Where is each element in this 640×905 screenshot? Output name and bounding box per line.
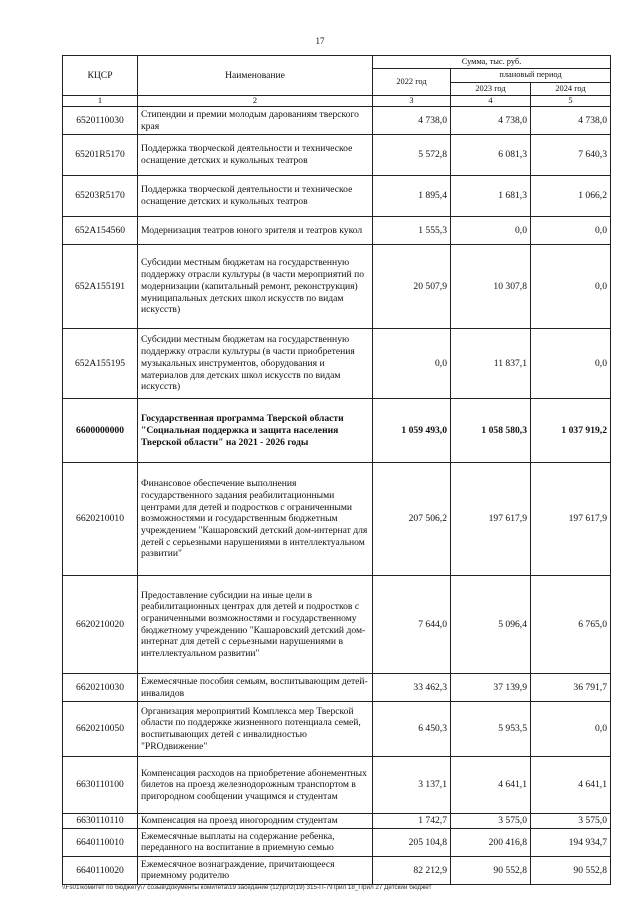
row-value-2022: 1 895,4 — [373, 176, 451, 217]
row-value-2024: 194 934,7 — [531, 828, 611, 856]
table-row — [63, 814, 611, 829]
row-code: 6620210010 — [63, 463, 138, 576]
row-name: Предоставление субсидии на иные цели в реабилитационных центрах для детей и подростков с ограниченными возможностями и государственному бюджетному учреждению "Кашаровский детский дом-интернат для детей с серьезными нарушениями в интеллектуальном развитии" — [138, 576, 373, 674]
row-value-2022: 33 462,3 — [373, 674, 451, 702]
row-code: 6620210030 — [63, 674, 138, 702]
table-row — [63, 757, 611, 814]
row-name: Организация мероприятий Комплекса мер Тверской области по поддержке жизненного потенциала семей, воспитывающих детей с инвалидностью "PROдвижение" — [138, 702, 373, 757]
row-code: 6640110020 — [63, 856, 138, 884]
row-value-2024: 4 641,1 — [531, 757, 611, 814]
row-name: Поддержка творческой деятельности и техническое оснащение детских и кукольных театров — [138, 176, 373, 217]
row-value-2023: 5 096,4 — [451, 576, 531, 674]
row-value-2022: 1 742,7 — [373, 814, 451, 829]
header-year-2022: 2022 год — [373, 69, 451, 96]
row-value-2024: 197 617,9 — [531, 463, 611, 576]
table-row — [63, 856, 611, 884]
table-row — [63, 329, 611, 399]
row-code: 6600000000 — [63, 399, 138, 463]
row-name: Государственная программа Тверской области "Социальная поддержка и защита населения Тверской области" на 2021 - 2026 годы — [138, 399, 373, 463]
footer-file-path: \\Fs01\комитет по бюджету\7 созыв\Документы комитета\19 заседание (12)\pr\z(19) 315-П-7\Прил 18_Прил 27 Детский бюджет — [62, 884, 432, 891]
header-name: Наименование — [138, 56, 373, 96]
row-code: 652A154560 — [63, 217, 138, 245]
row-value-2023: 11 837,1 — [451, 329, 531, 399]
row-value-2024: 4 738,0 — [531, 107, 611, 135]
header-code: КЦСР — [63, 56, 138, 96]
row-value-2022: 205 104,8 — [373, 828, 451, 856]
row-value-2024: 7 640,3 — [531, 135, 611, 176]
row-value-2022: 82 212,9 — [373, 856, 451, 884]
row-name: Ежемесячные выплаты на содержание ребенка, переданного на воспитание в приемную семью — [138, 828, 373, 856]
table-body — [63, 107, 611, 885]
row-name: Финансовое обеспечение выполнения государственного задания реабилитационными центрами для детей и подростков с ограниченными возможностями и государственным бюджетным учреждением "Кашаровский детский дом-интернат для детей с серьезными нарушениями в интеллектуальном развитии" — [138, 463, 373, 576]
table-row — [63, 463, 611, 576]
row-value-2022: 207 506,2 — [373, 463, 451, 576]
row-value-2023: 6 081,3 — [451, 135, 531, 176]
column-number: 1 — [63, 95, 138, 106]
row-value-2023: 90 552,8 — [451, 856, 531, 884]
row-name: Субсидии местным бюджетам на государственную поддержку отрасли культуры (в части мероприятий по модернизации (капитальный ремонт, реконструкция) муниципальных детских школ искусств по видам искусств) — [138, 245, 373, 329]
column-number: 5 — [531, 95, 611, 106]
row-name: Стипендии и премии молодым дарованиям тверского края — [138, 107, 373, 135]
row-code: 652A155195 — [63, 329, 138, 399]
table-row — [63, 135, 611, 176]
row-value-2023: 3 575,0 — [451, 814, 531, 829]
row-name: Ежемесячные пособия семьям, воспитывающим детей-инвалидов — [138, 674, 373, 702]
row-value-2024: 1 066,2 — [531, 176, 611, 217]
row-value-2024: 36 791,7 — [531, 674, 611, 702]
row-value-2022: 6 450,3 — [373, 702, 451, 757]
row-code: 65203R5170 — [63, 176, 138, 217]
row-value-2024: 0,0 — [531, 329, 611, 399]
column-number: 2 — [138, 95, 373, 106]
row-value-2024: 1 037 919,2 — [531, 399, 611, 463]
row-value-2023: 1 681,3 — [451, 176, 531, 217]
header-amount: Сумма, тыс. руб. — [373, 56, 611, 69]
row-value-2022: 5 572,8 — [373, 135, 451, 176]
row-value-2024: 0,0 — [531, 702, 611, 757]
row-code: 6620210050 — [63, 702, 138, 757]
row-name: Компенсация расходов на приобретение абонементных билетов на проезд железнодорожным транспортом в пригородном сообщении учащимся и студентам — [138, 757, 373, 814]
row-name: Компенсация на проезд иногородним студентам — [138, 814, 373, 829]
row-value-2023: 1 058 580,3 — [451, 399, 531, 463]
row-value-2024: 90 552,8 — [531, 856, 611, 884]
row-value-2022: 4 738,0 — [373, 107, 451, 135]
table-row — [63, 576, 611, 674]
row-name: Ежемесячное вознаграждение, причитающееся приемному родителю — [138, 856, 373, 884]
row-value-2023: 4 738,0 — [451, 107, 531, 135]
row-name: Субсидии местным бюджетам на государственную поддержку отрасли культуры (в части приобретения музыкальных инструментов, оборудования и материалов для детских школ искусств по видам искусств) — [138, 329, 373, 399]
row-value-2022: 1 059 493,0 — [373, 399, 451, 463]
header-year-2023: 2023 год — [451, 82, 531, 95]
column-number-row — [63, 95, 611, 106]
row-value-2022: 7 644,0 — [373, 576, 451, 674]
row-value-2023: 10 307,8 — [451, 245, 531, 329]
row-value-2024: 0,0 — [531, 245, 611, 329]
page-number: 17 — [315, 36, 325, 46]
row-code: 6620210020 — [63, 576, 138, 674]
row-value-2023: 37 139,9 — [451, 674, 531, 702]
table-row — [63, 217, 611, 245]
row-value-2023: 197 617,9 — [451, 463, 531, 576]
row-code: 6640110010 — [63, 828, 138, 856]
row-value-2022: 20 507,9 — [373, 245, 451, 329]
table-header-row — [63, 56, 611, 69]
row-value-2024: 0,0 — [531, 217, 611, 245]
row-code: 652A155191 — [63, 245, 138, 329]
table-row — [63, 399, 611, 463]
header-year-2024: 2024 год — [531, 82, 611, 95]
row-value-2023: 0,0 — [451, 217, 531, 245]
row-value-2023: 5 953,5 — [451, 702, 531, 757]
row-value-2024: 3 575,0 — [531, 814, 611, 829]
column-number: 3 — [373, 95, 451, 106]
table-row — [63, 107, 611, 135]
table-row — [63, 176, 611, 217]
row-value-2022: 3 137,1 — [373, 757, 451, 814]
row-value-2022: 0,0 — [373, 329, 451, 399]
row-value-2023: 200 416,8 — [451, 828, 531, 856]
row-value-2022: 1 555,3 — [373, 217, 451, 245]
row-name: Поддержка творческой деятельности и техническое оснащение детских и кукольных театров — [138, 135, 373, 176]
column-number: 4 — [451, 95, 531, 106]
row-value-2023: 4 641,1 — [451, 757, 531, 814]
row-code: 6630110100 — [63, 757, 138, 814]
table-row — [63, 674, 611, 702]
header-planned-period: плановый период — [451, 69, 611, 82]
table-row — [63, 245, 611, 329]
row-name: Модернизация театров юного зрителя и театров кукол — [138, 217, 373, 245]
row-code: 65201R5170 — [63, 135, 138, 176]
row-value-2024: 6 765,0 — [531, 576, 611, 674]
table-row — [63, 828, 611, 856]
row-code: 6630110110 — [63, 814, 138, 829]
table-row — [63, 702, 611, 757]
row-code: 6520110030 — [63, 107, 138, 135]
budget-table — [62, 55, 611, 885]
